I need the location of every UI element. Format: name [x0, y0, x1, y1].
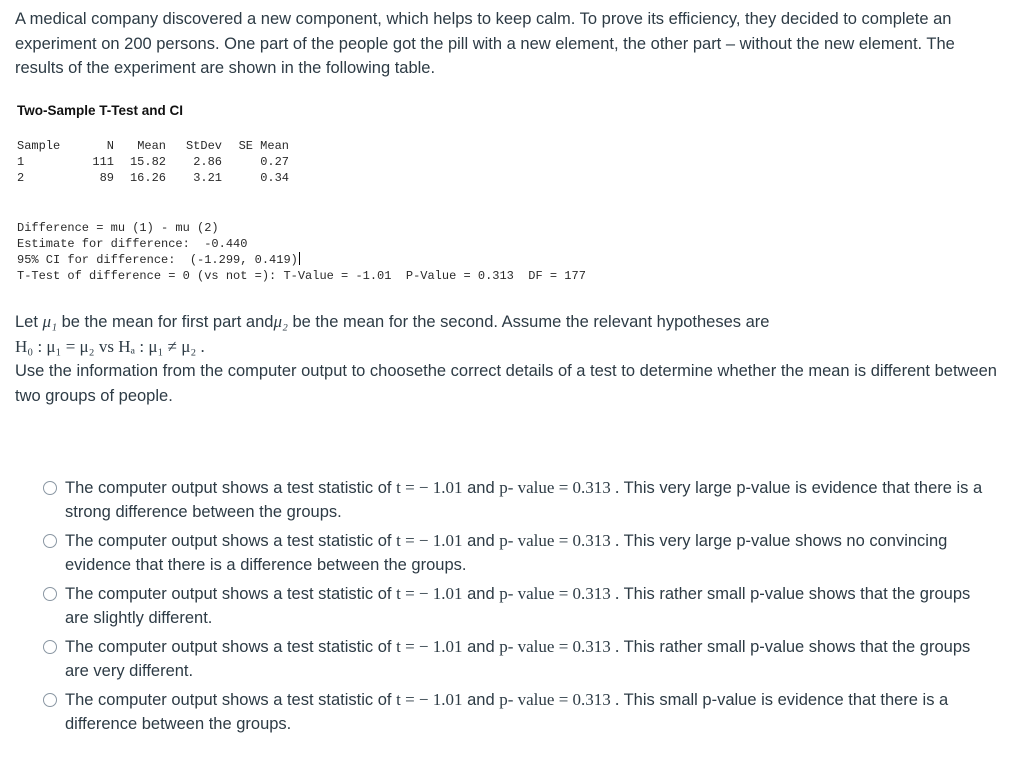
text-cursor [299, 252, 300, 265]
setup-text: be the mean for the second. Assume the relevant hypotheses are [292, 313, 770, 331]
option-text: This small p-value is evidence that there is a difference between the groups. [65, 691, 949, 733]
question-intro: A medical company discovered a new component, which helps to keep calm. To prove its efficiency, they decided to complete an experiment on 200 persons. One part of the people got the pill with a new element, the other part – without the new element. The results of the experiment are shown in the following table. [15, 10, 955, 77]
table-cell: 16.26 [129, 171, 166, 185]
option-and: and [467, 479, 495, 497]
option-text: This very large p-value shows no convincing evidence that there is a difference between the groups. [65, 532, 948, 574]
radio-button[interactable] [43, 693, 57, 707]
table-cell: 2.86 [193, 155, 222, 169]
answer-option[interactable] [43, 529, 993, 577]
p-value: p- value = 0.313 . [499, 584, 620, 603]
answer-option[interactable] [43, 582, 993, 630]
answer-option[interactable] [43, 688, 993, 736]
option-text: This very large p-value is evidence that there is a strong difference between the groups. [65, 479, 983, 521]
t-statistic: t = − 1.01 [396, 637, 463, 656]
option-prefix: The computer output shows a test statistic of [65, 691, 392, 709]
p-value: p- value = 0.313 . [499, 531, 620, 550]
table-header-row [17, 138, 289, 154]
table-cell: 111 [92, 155, 114, 169]
option-and: and [467, 638, 495, 656]
ttest-line: T-Test of difference = 0 (vs not =): T-Value = -1.01 P-Value = 0.313 DF = 177 [17, 269, 586, 283]
ci-line-wrap [17, 252, 300, 268]
mu1-symbol: μ₁ [42, 312, 57, 331]
table-cell: 0.34 [260, 171, 289, 185]
question-setup [15, 310, 1005, 408]
setup-text: be the mean for first part and [61, 313, 274, 331]
option-text: This rather small p-value shows that the groups are very different. [65, 638, 971, 680]
t-statistic: t = − 1.01 [396, 690, 463, 709]
p-value: p- value = 0.313 . [499, 478, 620, 497]
t-statistic: t = − 1.01 [396, 531, 463, 550]
output-table [17, 138, 289, 186]
col-header: Mean [137, 139, 166, 153]
t-statistic: t = − 1.01 [396, 584, 463, 603]
difference-line: Difference = mu (1) - mu (2) [17, 221, 219, 235]
table-cell: 89 [99, 171, 114, 185]
option-prefix: The computer output shows a test statistic of [65, 479, 392, 497]
setup-line-1 [15, 310, 1005, 335]
table-cell: 1 [17, 155, 25, 169]
col-header: StDev [185, 139, 222, 153]
option-and: and [467, 532, 495, 550]
col-header: SE Mean [238, 139, 289, 153]
option-prefix: The computer output shows a test statistic of [65, 532, 392, 550]
table-row [17, 154, 289, 170]
option-and: and [467, 585, 495, 603]
answer-option[interactable] [43, 476, 993, 524]
answer-options [43, 476, 993, 741]
p-value: p- value = 0.313 . [499, 637, 620, 656]
table-cell: 3.21 [193, 171, 222, 185]
setup-instructions: Use the information from the computer output to choosethe correct details of a test to determine whether the mean is different between two groups of people. [15, 362, 997, 405]
radio-button[interactable] [43, 587, 57, 601]
setup-text: Let [15, 313, 38, 331]
mu2-symbol: μ₂ [273, 312, 288, 331]
col-header: Sample [17, 139, 61, 153]
option-and: and [467, 691, 495, 709]
option-prefix: The computer output shows a test statistic of [65, 638, 392, 656]
t-statistic: t = − 1.01 [396, 478, 463, 497]
ci-line: 95% CI for difference: (-1.299, 0.419) [17, 253, 298, 267]
estimate-line: Estimate for difference: -0.440 [17, 237, 248, 251]
option-text: This rather small p-value shows that the groups are slightly different. [65, 585, 971, 627]
option-prefix: The computer output shows a test statistic of [65, 585, 392, 603]
radio-button[interactable] [43, 534, 57, 548]
col-header: N [106, 139, 114, 153]
radio-button[interactable] [43, 481, 57, 495]
hypotheses: H₀ : μ₁ = μ₂ vs Hₐ : μ₁ ≠ μ₂ . [15, 336, 205, 356]
answer-option[interactable] [43, 635, 993, 683]
output-title: Two-Sample T-Test and CI [17, 103, 184, 118]
p-value: p- value = 0.313 . [499, 690, 620, 709]
table-cell: 2 [17, 171, 25, 185]
table-cell: 0.27 [260, 155, 289, 169]
radio-button[interactable] [43, 640, 57, 654]
table-row [17, 170, 289, 186]
table-cell: 15.82 [129, 155, 166, 169]
